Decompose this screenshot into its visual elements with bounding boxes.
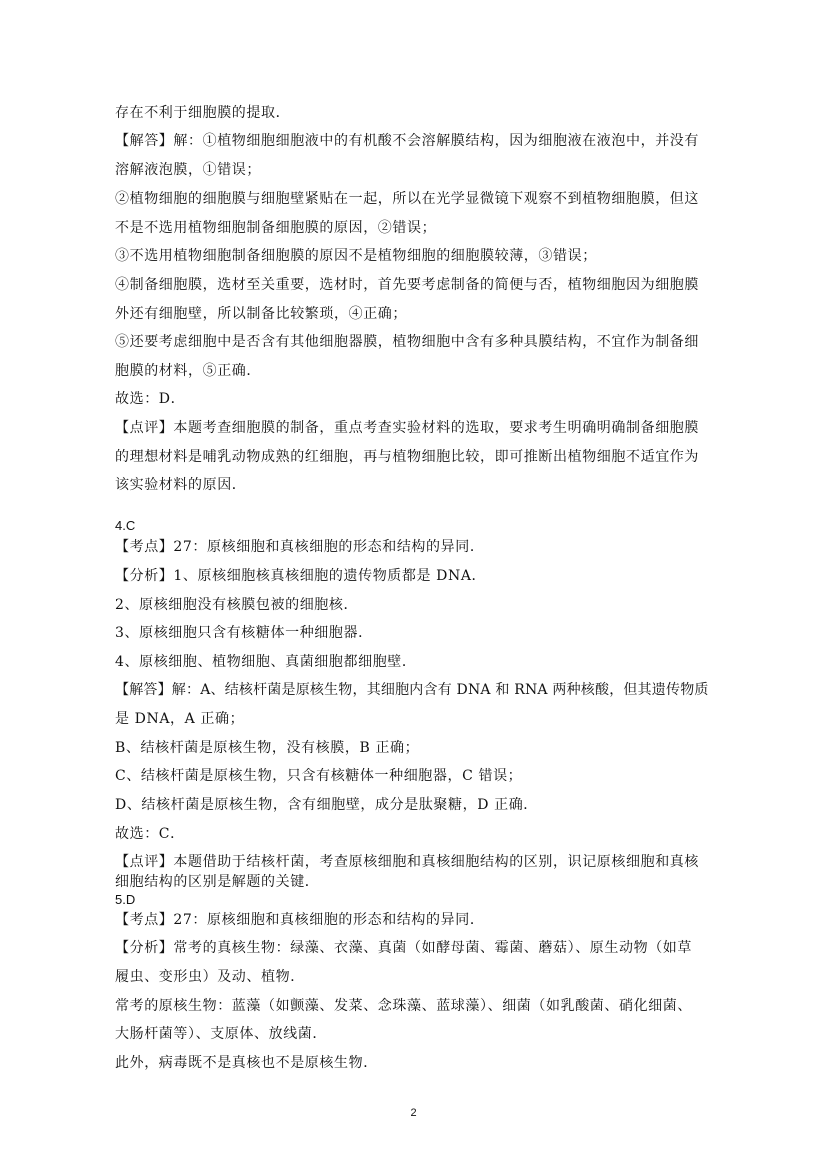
text-line: 该实验材料的原因． bbox=[115, 477, 247, 493]
text-line: ②植物细胞的细胞膜与细胞壁紧贴在一起，所以在光学显微镜下观察不到植物细胞膜，但这 bbox=[115, 191, 699, 207]
text-line: 【解答】解：A、结核杆菌是原核生物，其细胞内含有 DNA 和 RNA 两种核酸，但其遗传物质 bbox=[115, 682, 709, 698]
page-number: 2 bbox=[410, 1107, 417, 1119]
text-line: ⑤还要考虑细胞中是否含有其他细胞器膜，植物细胞中含有多种具膜结构，不宜作为制备细 bbox=[115, 334, 699, 350]
text-line: 细胞结构的区别是解题的关键． bbox=[115, 874, 320, 890]
text-line: 2、原核细胞没有核膜包被的细胞核． bbox=[115, 597, 359, 613]
text-line: 【分析】常考的真核生物：绿藻、衣藻、真菌（如酵母菌、霉菌、蘑菇）、原生动物（如草 bbox=[115, 940, 692, 956]
text-line: 【考点】27：原核细胞和真核细胞的形态和结构的异同． bbox=[115, 912, 485, 928]
text-line: 故选：D． bbox=[115, 391, 186, 407]
text-line: 【解答】解：①植物细胞细胞液中的有机酸不会溶解膜结构，因为细胞液在液泡中，并没有 bbox=[115, 133, 699, 149]
text-line: D、结核杆菌是原核生物，含有细胞壁，成分是肽聚糖，D 正确． bbox=[115, 797, 538, 813]
text-line: C、结核杆菌是原核生物，只含有核糖体一种细胞器，C 错误； bbox=[115, 768, 523, 784]
text-line: 【点评】本题考查细胞膜的制备，重点考查实验材料的选取，要求考生明确明确制备细胞膜 bbox=[115, 420, 699, 436]
text-line: 胞膜的材料，⑤正确． bbox=[115, 363, 261, 379]
text-line: ④制备细胞膜，选材至关重要，选材时，首先要考虑制备的简便与否，植物细胞因为细胞膜 bbox=[115, 277, 699, 293]
text-line: 常考的原核生物：蓝藻（如颤藻、发菜、念珠藻、蓝球藻）、细菌（如乳酸菌、硝化细菌、 bbox=[115, 998, 692, 1014]
text-line: 3、原核细胞只含有核糖体一种细胞器． bbox=[115, 625, 373, 641]
text-line: 4、原核细胞、植物细胞、真菌细胞都细胞壁． bbox=[115, 654, 417, 670]
text-line: ③不选用植物细胞制备细胞膜的原因不是植物细胞的细胞膜较薄，③错误； bbox=[115, 248, 597, 264]
text-line: 的理想材料是哺乳动物成熟的红细胞，再与植物细胞比较，即可推断出植物细胞不适宜作为 bbox=[115, 449, 699, 465]
text-line: 大肠杆菌等）、支原体、放线菌． bbox=[115, 1026, 327, 1042]
question-number: 4.C bbox=[115, 518, 136, 533]
text-line: 【点评】本题借助于结核杆菌，考查原核细胞和真核细胞结构的区别，识记原核细胞和真核 bbox=[115, 854, 699, 870]
text-line: 故选：C． bbox=[115, 826, 185, 842]
text-line: 履虫、变形虫）及动、植物． bbox=[115, 969, 305, 985]
text-line: 是 DNA，A 正确； bbox=[115, 711, 245, 727]
text-line: 外还有细胞壁，所以制备比较繁琐，④正确； bbox=[115, 306, 407, 322]
text-line: 【分析】1、原核细胞核真核细胞的遗传物质都是 DNA． bbox=[115, 568, 487, 584]
question-number: 5.D bbox=[115, 892, 136, 907]
text-line: 溶解液泡膜，①错误； bbox=[115, 162, 261, 178]
text-line: B、结核杆菌是原核生物，没有核膜，B 正确； bbox=[115, 740, 420, 756]
text-line: 不是不选用植物细胞制备细胞膜的原因，②错误； bbox=[115, 220, 437, 236]
text-line: 【考点】27：原核细胞和真核细胞的形态和结构的异同． bbox=[115, 539, 485, 555]
text-line: 此外，病毒既不是真核也不是原核生物． bbox=[115, 1055, 378, 1071]
text-line: 存在不利于细胞膜的提取． bbox=[115, 105, 291, 121]
